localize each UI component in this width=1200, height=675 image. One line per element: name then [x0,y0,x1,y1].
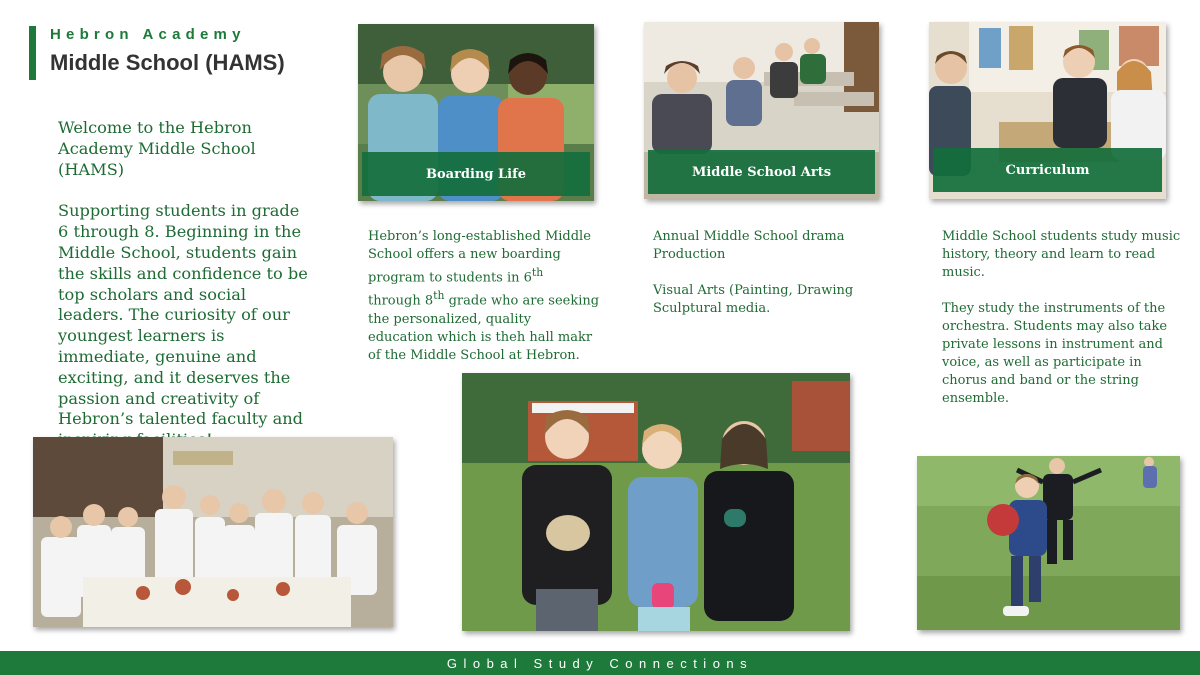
boarding-grade-6: 6 [523,270,532,286]
curriculum-description [942,228,1182,408]
boarding-text-b: through [368,293,425,309]
boarding-text-a: Hebron’s long-established Middle School offers a new boarding program to students in [368,229,591,286]
boarding-life-photo[interactable] [358,24,594,201]
three-students-image [462,373,850,631]
curriculum-label: Curriculum [933,148,1162,192]
footer-text: Global Study Connections [446,655,754,671]
boarding-life-text [368,228,600,365]
arts-text-2: Visual Arts (Painting, Drawing Sculptural media. [653,283,854,316]
curriculum-photo[interactable] [929,22,1166,199]
intro-body: Supporting students in grade 6 through 8. Beginning in the Middle School, students gain the skills and confidence to be top scholars and social leaders. The curiosity of our youngest learners is immediate, genuine and exciting, and it deserves the passion and creativity of Hebron’s talented faculty and [58,201,308,429]
playground-ball-image [917,456,1180,630]
footer-bar [0,651,1200,675]
curriculum-text-1: Middle School students study music history, theory and learn to read music. [942,229,1181,280]
boarding-sup-a: th [531,266,544,279]
boarding-life-label: Boarding Life [362,152,590,196]
boarding-grade-8: 8 [424,293,434,309]
arts-text-1: Annual Middle School drama Production [653,229,845,262]
header-accent-bar [29,26,36,80]
arts-photo[interactable] [644,22,879,199]
intro-welcome: Welcome to the Hebron Academy Middle School (HAMS) [58,118,256,179]
students-group-image [33,437,393,627]
three-students-photo [462,373,850,631]
boarding-text-c: grade who are seeking the personalized, quality education which is theh hall makr of the Middle School at Hebron. [368,293,600,363]
playground-ball-photo [917,456,1180,630]
intro-text [58,118,308,451]
page-title: Middle School (HAMS) [50,50,285,75]
boarding-life-description [368,228,600,365]
brand-name: Hebron Academy [50,26,246,43]
curriculum-text-2: They study the instruments of the orchestra. Students may also take private lessons in instrument and voice, as well as participate in chorus and band or the string ensemble. [942,301,1168,406]
arts-description [653,228,878,318]
students-group-photo [33,437,393,627]
arts-label: Middle School Arts [648,150,875,194]
boarding-sup-b: th [433,289,445,303]
